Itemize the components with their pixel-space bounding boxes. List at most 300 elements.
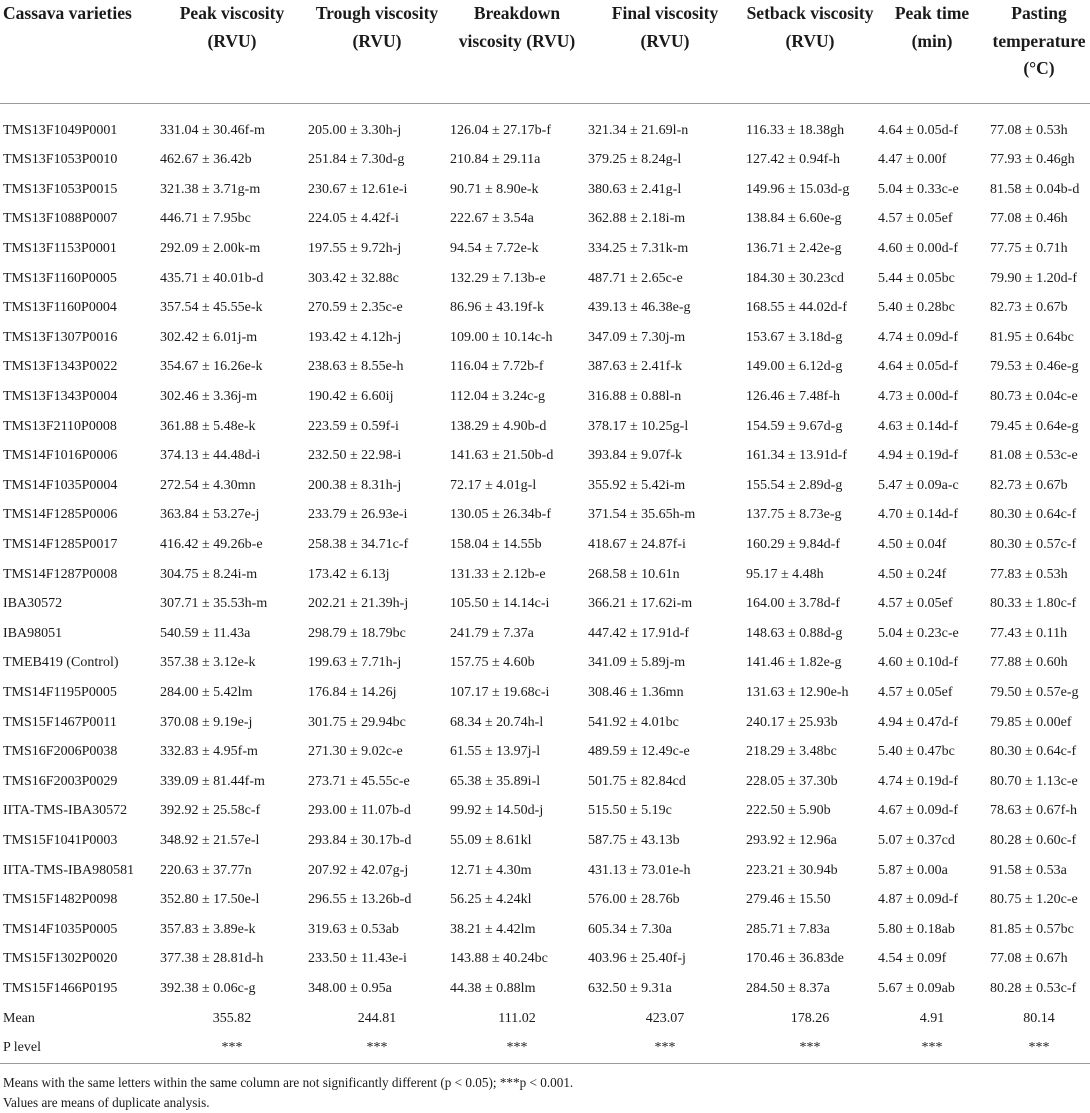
value-cell: 332.83 ± 4.95f-m: [160, 744, 258, 760]
value-cell: 193.42 ± 4.12h-j: [308, 329, 402, 345]
variety-cell: TMS13F2110P0008: [3, 418, 117, 434]
value-cell: 79.90 ± 1.20d-f: [990, 270, 1078, 286]
value-cell: 72.17 ± 4.01g-l: [450, 477, 537, 493]
value-cell: 362.88 ± 2.18i-m: [588, 211, 686, 227]
table-row: [0, 205, 1090, 235]
value-cell: 319.63 ± 0.53ab: [308, 921, 399, 937]
value-cell: 352.80 ± 17.50e-l: [160, 892, 260, 908]
value-cell: 240.17 ± 25.93b: [746, 714, 838, 730]
value-cell: 160.29 ± 9.84d-f: [746, 537, 841, 553]
value-cell: 232.50 ± 22.98-i: [308, 448, 402, 464]
variety-cell: TMS13F1343P0004: [3, 389, 118, 405]
value-cell: 184.30 ± 30.23cd: [746, 270, 844, 286]
value-cell: 130.05 ± 26.34b-f: [450, 507, 552, 523]
value-cell: 5.47 ± 0.09a-c: [878, 477, 959, 493]
table-row: [0, 382, 1090, 412]
table-row: [0, 678, 1090, 708]
value-cell: 4.94 ± 0.47d-f: [878, 714, 959, 730]
variety-cell: TMS14F1016P0006: [3, 448, 118, 464]
value-cell: 127.42 ± 0.94f-h: [746, 152, 841, 168]
header-peak-viscosity: Peak viscosity (RVU): [179, 3, 285, 51]
value-cell: 431.13 ± 73.01e-h: [588, 862, 691, 878]
value-cell: 418.67 ± 24.87f-i: [588, 537, 686, 553]
table-body: [0, 103, 1090, 1064]
value-cell: 284.00 ± 5.42lm: [160, 684, 253, 700]
summary-row: [0, 1004, 1090, 1034]
value-cell: 293.84 ± 30.17b-d: [308, 832, 412, 848]
value-cell: 207.92 ± 42.07g-j: [308, 862, 409, 878]
value-cell: 403.96 ± 25.40f-j: [588, 951, 686, 967]
value-cell: 138.29 ± 4.90b-d: [450, 418, 547, 434]
value-cell: 44.38 ± 0.88lm: [450, 980, 536, 996]
value-cell: 302.46 ± 3.36j-m: [160, 389, 258, 405]
value-cell: 435.71 ± 40.01b-d: [160, 270, 264, 286]
value-cell: 190.42 ± 6.60ij: [308, 389, 394, 405]
value-cell: 370.08 ± 9.19e-j: [160, 714, 253, 730]
value-cell: 4.60 ± 0.00d-f: [878, 241, 959, 257]
value-cell: 487.71 ± 2.65c-e: [588, 270, 683, 286]
value-cell: 393.84 ± 9.07f-k: [588, 448, 683, 464]
value-cell: 222.50 ± 5.90b: [746, 803, 831, 819]
value-cell: 78.63 ± 0.67f-h: [990, 803, 1078, 819]
value-cell: 149.00 ± 6.12d-g: [746, 359, 843, 375]
variety-cell: TMS15F1467P0011: [3, 714, 117, 730]
table-row: [0, 264, 1090, 294]
value-cell: 5.04 ± 0.23c-e: [878, 625, 959, 641]
value-cell: 155.54 ± 2.89d-g: [746, 477, 843, 493]
value-cell: 109.00 ± 10.14c-h: [450, 329, 553, 345]
table-row: [0, 293, 1090, 323]
table-row: [0, 974, 1090, 1004]
value-cell: 132.29 ± 7.13b-e: [450, 270, 546, 286]
value-cell: 230.67 ± 12.61e-i: [308, 181, 408, 197]
table-row: [0, 945, 1090, 975]
value-cell: 293.92 ± 12.96a: [746, 832, 837, 848]
value-cell: 296.55 ± 13.26b-d: [308, 892, 412, 908]
value-cell: 462.67 ± 36.42b: [160, 152, 252, 168]
value-cell: 447.42 ± 17.91d-f: [588, 625, 690, 641]
variety-cell: TMS14F1195P0005: [3, 684, 117, 700]
value-cell: ***: [988, 1033, 1090, 1064]
value-cell: 77.08 ± 0.67h: [990, 951, 1068, 967]
value-cell: 279.46 ± 15.50: [746, 892, 831, 908]
value-cell: 357.54 ± 45.55e-k: [160, 300, 263, 316]
value-cell: 107.17 ± 19.68c-i: [450, 684, 550, 700]
value-cell: 4.74 ± 0.19d-f: [878, 773, 959, 789]
value-cell: 4.64 ± 0.05d-f: [878, 123, 959, 138]
value-cell: 416.42 ± 49.26b-e: [160, 537, 263, 553]
header-trough-viscosity: Trough viscosity (RVU): [315, 3, 439, 51]
value-cell: 5.40 ± 0.47bc: [878, 744, 955, 760]
value-cell: 199.63 ± 7.71h-j: [308, 655, 402, 671]
value-cell: 4.70 ± 0.14d-f: [878, 507, 959, 523]
value-cell: 111.02: [498, 1010, 536, 1026]
value-cell: 341.09 ± 5.89j-m: [588, 655, 686, 671]
value-cell: 302.42 ± 6.01j-m: [160, 329, 258, 345]
variety-cell: TMS13F1088P0007: [3, 211, 118, 227]
value-cell: 355.92 ± 5.42i-m: [588, 477, 686, 493]
value-cell: 251.84 ± 7.30d-g: [308, 152, 405, 168]
value-cell: 334.25 ± 7.31k-m: [588, 241, 689, 257]
value-cell: 304.75 ± 8.24i-m: [160, 566, 258, 582]
value-cell: 379.25 ± 8.24g-l: [588, 152, 682, 168]
value-cell: 79.85 ± 0.00ef: [990, 714, 1072, 730]
value-cell: 4.50 ± 0.04f: [878, 537, 947, 553]
table-row: [0, 708, 1090, 738]
value-cell: 4.91: [919, 1010, 945, 1026]
value-cell: 423.07: [645, 1010, 685, 1026]
variety-cell: IITA-TMS-IBA30572: [3, 803, 128, 819]
value-cell: 355.82: [212, 1010, 252, 1026]
value-cell: 143.88 ± 40.24bc: [450, 951, 548, 967]
value-cell: 4.63 ± 0.14d-f: [878, 418, 959, 434]
variety-cell: P level: [0, 1033, 158, 1064]
variety-cell: TMS14F1287P0008: [3, 566, 118, 582]
variety-cell: TMS13F1343P0022: [3, 359, 118, 375]
value-cell: 374.13 ± 44.48d-i: [160, 448, 261, 464]
header-pasting-temperature: Pasting temperature (°C): [992, 3, 1086, 78]
value-cell: 220.63 ± 37.77n: [160, 862, 252, 878]
value-cell: 271.30 ± 9.02c-e: [308, 744, 403, 760]
value-cell: 65.38 ± 35.89i-l: [450, 773, 541, 789]
variety-cell: TMS14F1285P0006: [3, 507, 118, 523]
table-row: [0, 560, 1090, 590]
value-cell: 80.28 ± 0.60c-f: [990, 832, 1077, 848]
table-row: [0, 175, 1090, 205]
variety-cell: TMEB419 (Control): [3, 655, 119, 671]
table-footnotes: [0, 1064, 1090, 1113]
value-cell: 4.60 ± 0.10d-f: [878, 655, 959, 671]
value-cell: 82.73 ± 0.67b: [990, 300, 1068, 316]
value-cell: 273.71 ± 45.55c-e: [308, 773, 410, 789]
value-cell: 126.04 ± 27.17b-f: [450, 123, 552, 138]
value-cell: 56.25 ± 4.24kl: [450, 892, 532, 908]
value-cell: 284.50 ± 8.37a: [746, 980, 830, 996]
value-cell: ***: [876, 1033, 988, 1064]
table-row: [0, 915, 1090, 945]
value-cell: 218.29 ± 3.48bc: [746, 744, 837, 760]
value-cell: 233.50 ± 11.43e-i: [308, 951, 407, 967]
value-cell: 80.70 ± 1.13c-e: [990, 773, 1078, 789]
value-cell: 168.55 ± 44.02d-f: [746, 300, 848, 316]
value-cell: 377.38 ± 28.81d-h: [160, 951, 264, 967]
value-cell: 164.00 ± 3.78d-f: [746, 596, 841, 612]
table-row: [0, 146, 1090, 176]
variety-cell: TMS14F1035P0004: [3, 477, 118, 493]
table-row: [0, 619, 1090, 649]
value-cell: 91.58 ± 0.53a: [990, 862, 1067, 878]
header-peak-time: Peak time (min): [894, 3, 970, 51]
value-cell: ***: [306, 1033, 448, 1064]
value-cell: 86.96 ± 43.19f-k: [450, 300, 545, 316]
value-cell: 95.17 ± 4.48h: [746, 566, 824, 582]
table-row: [0, 649, 1090, 679]
value-cell: 632.50 ± 9.31a: [588, 980, 672, 996]
value-cell: 357.83 ± 3.89e-k: [160, 921, 256, 937]
variety-cell: TMS13F1160P0004: [3, 300, 117, 316]
value-cell: 348.00 ± 0.95a: [308, 980, 392, 996]
value-cell: 79.50 ± 0.57e-g: [990, 684, 1079, 700]
value-cell: 136.71 ± 2.42e-g: [746, 241, 842, 257]
value-cell: 141.46 ± 1.82e-g: [746, 655, 842, 671]
value-cell: 80.28 ± 0.53c-f: [990, 980, 1077, 996]
value-cell: 380.63 ± 2.41g-l: [588, 181, 682, 197]
value-cell: 223.21 ± 30.94b: [746, 862, 838, 878]
value-cell: 81.95 ± 0.64bc: [990, 329, 1074, 345]
table-row: [0, 589, 1090, 619]
value-cell: 233.79 ± 26.93e-i: [308, 507, 408, 523]
table-row: [0, 530, 1090, 560]
value-cell: 5.80 ± 0.18ab: [878, 921, 955, 937]
value-cell: 392.92 ± 25.58c-f: [160, 803, 261, 819]
value-cell: 576.00 ± 28.76b: [588, 892, 680, 908]
value-cell: 81.08 ± 0.53c-e: [990, 448, 1078, 464]
value-cell: 61.55 ± 13.97j-l: [450, 744, 541, 760]
value-cell: 371.54 ± 35.65h-m: [588, 507, 696, 523]
variety-cell: TMS16F2006P0038: [3, 744, 118, 760]
value-cell: 258.38 ± 34.71c-f: [308, 537, 409, 553]
value-cell: 321.38 ± 3.71g-m: [160, 181, 261, 197]
value-cell: 80.30 ± 0.64c-f: [990, 744, 1077, 760]
value-cell: 161.34 ± 13.91d-f: [746, 448, 848, 464]
value-cell: 4.57 ± 0.05ef: [878, 211, 953, 227]
value-cell: 79.53 ± 0.46e-g: [990, 359, 1079, 375]
table-row: [0, 471, 1090, 501]
value-cell: 5.04 ± 0.33c-e: [878, 181, 959, 197]
value-cell: 605.34 ± 7.30a: [588, 921, 672, 937]
value-cell: 38.21 ± 4.42lm: [450, 921, 536, 937]
value-cell: 308.46 ± 1.36mn: [588, 684, 684, 700]
value-cell: 540.59 ± 11.43a: [160, 625, 251, 641]
value-cell: 173.42 ± 6.13j: [308, 566, 390, 582]
variety-cell: TMS15F1466P0195: [3, 980, 118, 996]
value-cell: 126.46 ± 7.48f-h: [746, 389, 841, 405]
value-cell: 80.33 ± 1.80c-f: [990, 596, 1077, 612]
value-cell: 272.54 ± 4.30mn: [160, 477, 256, 493]
value-cell: 293.00 ± 11.07b-d: [308, 803, 411, 819]
value-cell: 197.55 ± 9.72h-j: [308, 241, 402, 257]
value-cell: 4.57 ± 0.05ef: [878, 684, 953, 700]
value-cell: 321.34 ± 21.69l-n: [588, 123, 689, 138]
value-cell: 307.71 ± 35.53h-m: [160, 596, 268, 612]
value-cell: 138.84 ± 6.60e-g: [746, 211, 842, 227]
value-cell: 268.58 ± 10.61n: [588, 566, 680, 582]
value-cell: 378.17 ± 10.25g-l: [588, 418, 689, 434]
header-cassava-varieties: Cassava varieties: [3, 3, 132, 23]
value-cell: 80.14: [1023, 1010, 1055, 1026]
table-row: [0, 885, 1090, 915]
value-cell: 131.63 ± 12.90e-h: [746, 684, 849, 700]
value-cell: 4.94 ± 0.19d-f: [878, 448, 959, 464]
variety-cell: TMS14F1035P0005: [3, 921, 118, 937]
table-row: [0, 826, 1090, 856]
value-cell: 5.67 ± 0.09ab: [878, 980, 955, 996]
header-breakdown-viscosity: Breakdown viscosity (RVU): [458, 3, 576, 51]
value-cell: 158.04 ± 14.55b: [450, 537, 542, 553]
value-cell: 587.75 ± 43.13b: [588, 832, 680, 848]
value-cell: 298.79 ± 18.79bc: [308, 625, 406, 641]
value-cell: 170.46 ± 36.83de: [746, 951, 844, 967]
value-cell: 331.04 ± 30.46f-m: [160, 123, 265, 138]
value-cell: 116.33 ± 18.38gh: [746, 123, 845, 138]
value-cell: 141.63 ± 21.50b-d: [450, 448, 554, 464]
value-cell: 4.47 ± 0.00f: [878, 152, 947, 168]
value-cell: 303.42 ± 32.88c: [308, 270, 399, 286]
table-row: [0, 767, 1090, 797]
table-row: [0, 441, 1090, 471]
value-cell: 5.07 ± 0.37cd: [878, 832, 955, 848]
value-cell: 82.73 ± 0.67b: [990, 477, 1068, 493]
value-cell: 361.88 ± 5.48e-k: [160, 418, 256, 434]
value-cell: 4.87 ± 0.09d-f: [878, 892, 959, 908]
value-cell: 157.75 ± 4.60b: [450, 655, 535, 671]
value-cell: 210.84 ± 29.11a: [450, 152, 541, 168]
variety-cell: TMS13F1160P0005: [3, 270, 117, 286]
value-cell: 4.57 ± 0.05ef: [878, 596, 953, 612]
value-cell: 68.34 ± 20.74h-l: [450, 714, 544, 730]
value-cell: 354.67 ± 16.26e-k: [160, 359, 263, 375]
value-cell: 222.67 ± 3.54a: [450, 211, 534, 227]
table-row: [0, 797, 1090, 827]
header-setback-viscosity: Setback viscosity (RVU): [746, 3, 874, 51]
value-cell: 285.71 ± 7.83a: [746, 921, 830, 937]
variety-cell: TMS14F1285P0017: [3, 537, 118, 553]
table-header-row: [0, 0, 1090, 103]
value-cell: ***: [744, 1033, 876, 1064]
variety-cell: IBA30572: [3, 596, 63, 612]
value-cell: 4.67 ± 0.09d-f: [878, 803, 959, 819]
value-cell: 178.26: [790, 1010, 830, 1026]
value-cell: 77.08 ± 0.53h: [990, 123, 1068, 138]
value-cell: 4.64 ± 0.05d-f: [878, 359, 959, 375]
value-cell: 392.38 ± 0.06c-g: [160, 980, 256, 996]
table-row: [0, 501, 1090, 531]
variety-cell: TMS13F1049P0001: [3, 123, 118, 138]
value-cell: 439.13 ± 46.38e-g: [588, 300, 691, 316]
value-cell: 292.09 ± 2.00k-m: [160, 241, 261, 257]
value-cell: 77.83 ± 0.53h: [990, 566, 1068, 582]
table-row: [0, 412, 1090, 442]
value-cell: 489.59 ± 12.49c-e: [588, 744, 690, 760]
value-cell: 241.79 ± 7.37a: [450, 625, 534, 641]
value-cell: ***: [158, 1033, 306, 1064]
variety-cell: TMS15F1482P0098: [3, 892, 118, 908]
value-cell: 77.75 ± 0.71h: [990, 241, 1068, 257]
value-cell: 4.50 ± 0.24f: [878, 566, 947, 582]
variety-cell: TMS13F1307P0016: [3, 329, 118, 345]
value-cell: 112.04 ± 3.24c-g: [450, 389, 546, 405]
value-cell: 202.21 ± 21.39h-j: [308, 596, 409, 612]
value-cell: 339.09 ± 81.44f-m: [160, 773, 265, 789]
value-cell: 366.21 ± 17.62i-m: [588, 596, 693, 612]
value-cell: 4.74 ± 0.09d-f: [878, 329, 959, 345]
value-cell: 99.92 ± 14.50d-j: [450, 803, 544, 819]
value-cell: 137.75 ± 8.73e-g: [746, 507, 842, 523]
value-cell: 79.45 ± 0.64e-g: [990, 418, 1079, 434]
variety-cell: TMS13F1053P0010: [3, 152, 118, 168]
value-cell: 148.63 ± 0.88d-g: [746, 625, 843, 641]
value-cell: 301.75 ± 29.94bc: [308, 714, 406, 730]
value-cell: 81.85 ± 0.57bc: [990, 921, 1074, 937]
footnote-duplicate: Values are means of duplicate analysis.: [3, 1095, 210, 1111]
table-row: [0, 103, 1090, 146]
value-cell: 153.67 ± 3.18d-g: [746, 329, 843, 345]
value-cell: 5.40 ± 0.28bc: [878, 300, 955, 316]
value-cell: 348.92 ± 21.57e-l: [160, 832, 260, 848]
summary-row: [0, 1033, 1090, 1064]
table-row: [0, 737, 1090, 767]
value-cell: 363.84 ± 53.27e-j: [160, 507, 260, 523]
table-row: [0, 234, 1090, 264]
value-cell: 223.59 ± 0.59f-i: [308, 418, 399, 434]
value-cell: 77.88 ± 0.60h: [990, 655, 1068, 671]
variety-cell: TMS13F1053P0015: [3, 181, 118, 197]
value-cell: 316.88 ± 0.88l-n: [588, 389, 682, 405]
value-cell: 4.54 ± 0.09f: [878, 951, 947, 967]
value-cell: 12.71 ± 4.30m: [450, 862, 532, 878]
variety-cell: TMS13F1153P0001: [3, 241, 117, 257]
value-cell: 80.75 ± 1.20c-e: [990, 892, 1078, 908]
value-cell: 116.04 ± 7.72b-f: [450, 359, 544, 375]
value-cell: 205.00 ± 3.30h-j: [308, 123, 402, 138]
value-cell: 81.58 ± 0.04b-d: [990, 181, 1080, 197]
variety-cell: TMS15F1041P0003: [3, 832, 118, 848]
value-cell: 4.73 ± 0.00d-f: [878, 389, 959, 405]
value-cell: ***: [448, 1033, 586, 1064]
value-cell: 238.63 ± 8.55e-h: [308, 359, 404, 375]
value-cell: 77.08 ± 0.46h: [990, 211, 1068, 227]
value-cell: 446.71 ± 7.95bc: [160, 211, 251, 227]
value-cell: 176.84 ± 14.26j: [308, 684, 397, 700]
value-cell: 244.81: [357, 1010, 397, 1026]
header-final-viscosity: Final viscosity (RVU): [611, 3, 719, 51]
value-cell: 224.05 ± 4.42f-i: [308, 211, 399, 227]
value-cell: 5.87 ± 0.00a: [878, 862, 948, 878]
table-row: [0, 323, 1090, 353]
value-cell: 154.59 ± 9.67d-g: [746, 418, 843, 434]
value-cell: 228.05 ± 37.30b: [746, 773, 838, 789]
value-cell: 55.09 ± 8.61kl: [450, 832, 532, 848]
value-cell: 5.44 ± 0.05bc: [878, 270, 955, 286]
variety-cell: TMS16F2003P0029: [3, 773, 118, 789]
value-cell: 105.50 ± 14.14c-i: [450, 596, 550, 612]
variety-cell: TMS15F1302P0020: [3, 951, 118, 967]
value-cell: 131.33 ± 2.12b-e: [450, 566, 546, 582]
variety-cell: Mean: [3, 1010, 35, 1026]
table-row: [0, 353, 1090, 383]
value-cell: 501.75 ± 82.84cd: [588, 773, 686, 789]
value-cell: 80.30 ± 0.64c-f: [990, 507, 1077, 523]
value-cell: ***: [586, 1033, 744, 1064]
value-cell: 94.54 ± 7.72e-k: [450, 241, 539, 257]
value-cell: 270.59 ± 2.35c-e: [308, 300, 403, 316]
value-cell: 149.96 ± 15.03d-g: [746, 181, 850, 197]
footnote-significance: Means with the same letters within the same column are not significantly different (p < 0.05); ***p < 0.001.: [3, 1075, 574, 1091]
value-cell: 515.50 ± 5.19c: [588, 803, 672, 819]
table-row: [0, 856, 1090, 886]
value-cell: 80.30 ± 0.57c-f: [990, 537, 1077, 553]
value-cell: 77.93 ± 0.46gh: [990, 152, 1075, 168]
value-cell: 80.73 ± 0.04c-e: [990, 389, 1078, 405]
value-cell: 77.43 ± 0.11h: [990, 625, 1068, 641]
variety-cell: IITA-TMS-IBA980581: [3, 862, 135, 878]
value-cell: 357.38 ± 3.12e-k: [160, 655, 256, 671]
value-cell: 347.09 ± 7.30j-m: [588, 329, 686, 345]
value-cell: 90.71 ± 8.90e-k: [450, 181, 539, 197]
value-cell: 200.38 ± 8.31h-j: [308, 477, 402, 493]
variety-cell: IBA98051: [3, 625, 63, 641]
value-cell: 541.92 ± 4.01bc: [588, 714, 679, 730]
